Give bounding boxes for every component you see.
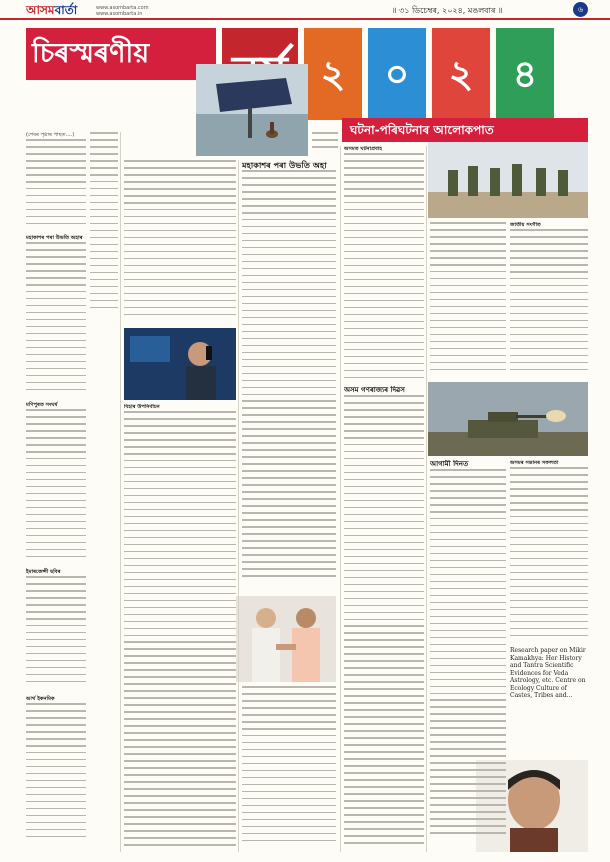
logo-part-b: বাৰ্তা bbox=[54, 3, 78, 17]
column-3-text-block bbox=[242, 686, 336, 841]
column-1-subhead-1: মহাকাশৰ পৰা উভতি অহাৰ bbox=[26, 235, 83, 241]
headline-2: অসম গণৰাজ্যৰ দিৱস bbox=[344, 386, 405, 394]
column-5-subhead-2: অসমৰ সন্তানৰ সফলতা bbox=[510, 460, 559, 466]
newspaper-logo[interactable] bbox=[26, 2, 77, 22]
column-4-top bbox=[344, 146, 424, 382]
column-2-top bbox=[124, 160, 236, 324]
column-3b bbox=[312, 132, 338, 156]
column-4-text-block bbox=[344, 395, 424, 844]
website-links bbox=[96, 5, 149, 17]
column-1-subhead-3: ইমাৰজেন্সী ছবিৰ bbox=[26, 569, 61, 575]
column-1-text-block bbox=[26, 576, 86, 696]
handshake-photo-art bbox=[236, 596, 336, 682]
year-tile-digit-1: ২ bbox=[304, 28, 362, 120]
column-1-kicker: (শেষৰ পৃষ্ঠাৰ পাছত....) bbox=[26, 132, 75, 138]
column-5-text-block bbox=[430, 222, 506, 370]
column-2-bottom bbox=[124, 404, 236, 852]
column-divider bbox=[120, 132, 121, 852]
column-divider bbox=[426, 146, 427, 852]
column-1-subhead-2: মণিপুৰত সংঘৰ্ষ bbox=[26, 402, 58, 408]
tank-photo bbox=[428, 382, 588, 456]
soldiers-photo-art bbox=[428, 142, 588, 218]
column-5-text-block bbox=[430, 469, 506, 834]
column-2-text-block bbox=[124, 160, 236, 315]
army-soldiers-photo bbox=[428, 142, 588, 218]
flood-solar-panel-photo bbox=[196, 64, 308, 156]
column-1-text-block bbox=[26, 703, 86, 843]
tank-photo-art bbox=[428, 382, 588, 456]
column-6-top bbox=[510, 222, 588, 378]
headline-1: মহাকাশৰ পৰা উভতি অহা bbox=[242, 160, 327, 170]
column-5-top bbox=[430, 222, 506, 378]
column-3 bbox=[242, 160, 336, 590]
masthead bbox=[0, 0, 610, 20]
column-1-text-block bbox=[26, 139, 86, 235]
column-3-text-block bbox=[242, 170, 336, 577]
column-5-subhead-1: জাতীয় সংগীত bbox=[510, 222, 541, 228]
year-tile-digit-3: ২ bbox=[432, 28, 490, 120]
logo-part-a: আসম bbox=[26, 3, 55, 17]
dateline: ॥ ৩১ ডিচেম্বৰ, ২০২৪, মঙলবাৰ ॥ bbox=[392, 6, 503, 15]
phone-photo-art bbox=[124, 328, 236, 400]
column-divider bbox=[238, 160, 239, 852]
year-tile-digit-2: ০ bbox=[368, 28, 426, 120]
column-1-text-block bbox=[26, 409, 86, 569]
website-link-1[interactable]: www.asombarta.com bbox=[96, 5, 149, 11]
column-1-text-block bbox=[26, 242, 86, 402]
column-6-text-block bbox=[510, 229, 588, 370]
english-paper-note: Research paper on Mikir Kamakhya: Her History and Tantra Scientific Evidences for Veda Astrology, etc. Centre on Ecology Culture of Castes, Tribes and... bbox=[510, 647, 586, 699]
column-2-text-block bbox=[124, 411, 236, 846]
column-3-bottom bbox=[242, 686, 336, 852]
leaders-handshake-photo bbox=[236, 596, 336, 682]
website-link-2[interactable]: www.asombarta.in bbox=[96, 11, 143, 17]
column-1b bbox=[90, 132, 118, 322]
banner-title: চিৰস্মৰণীয় bbox=[26, 28, 216, 80]
column-1 bbox=[26, 132, 86, 852]
column-4-text-block bbox=[344, 153, 424, 378]
column-4-bottom bbox=[344, 386, 424, 852]
column-4-subhead-1: অসমত ঘটনাপ্ৰবাহ bbox=[344, 146, 383, 152]
column-3b-text-block bbox=[312, 132, 338, 148]
page-number: ৬ bbox=[573, 2, 588, 17]
flood-photo-art bbox=[196, 64, 308, 156]
year-tile-digit-4: ৪ bbox=[496, 28, 554, 120]
column-5-bottom bbox=[430, 460, 506, 852]
section-strip: ঘটনা-পৰিঘটনাৰ আলোকপাত bbox=[342, 118, 588, 142]
column-1b-text-block bbox=[90, 132, 118, 308]
column-divider bbox=[340, 146, 341, 852]
phone-user-photo bbox=[124, 328, 236, 400]
headline-3: আগামী দিনত bbox=[430, 460, 469, 468]
column-1-subhead-4: আৰ্থ ইকনমিক bbox=[26, 696, 55, 702]
column-6-bottom bbox=[510, 460, 588, 756]
column-6-text-block bbox=[510, 467, 588, 647]
column-2-subhead-1: বিহাৰ উপনিৰ্বাচন bbox=[124, 404, 160, 410]
